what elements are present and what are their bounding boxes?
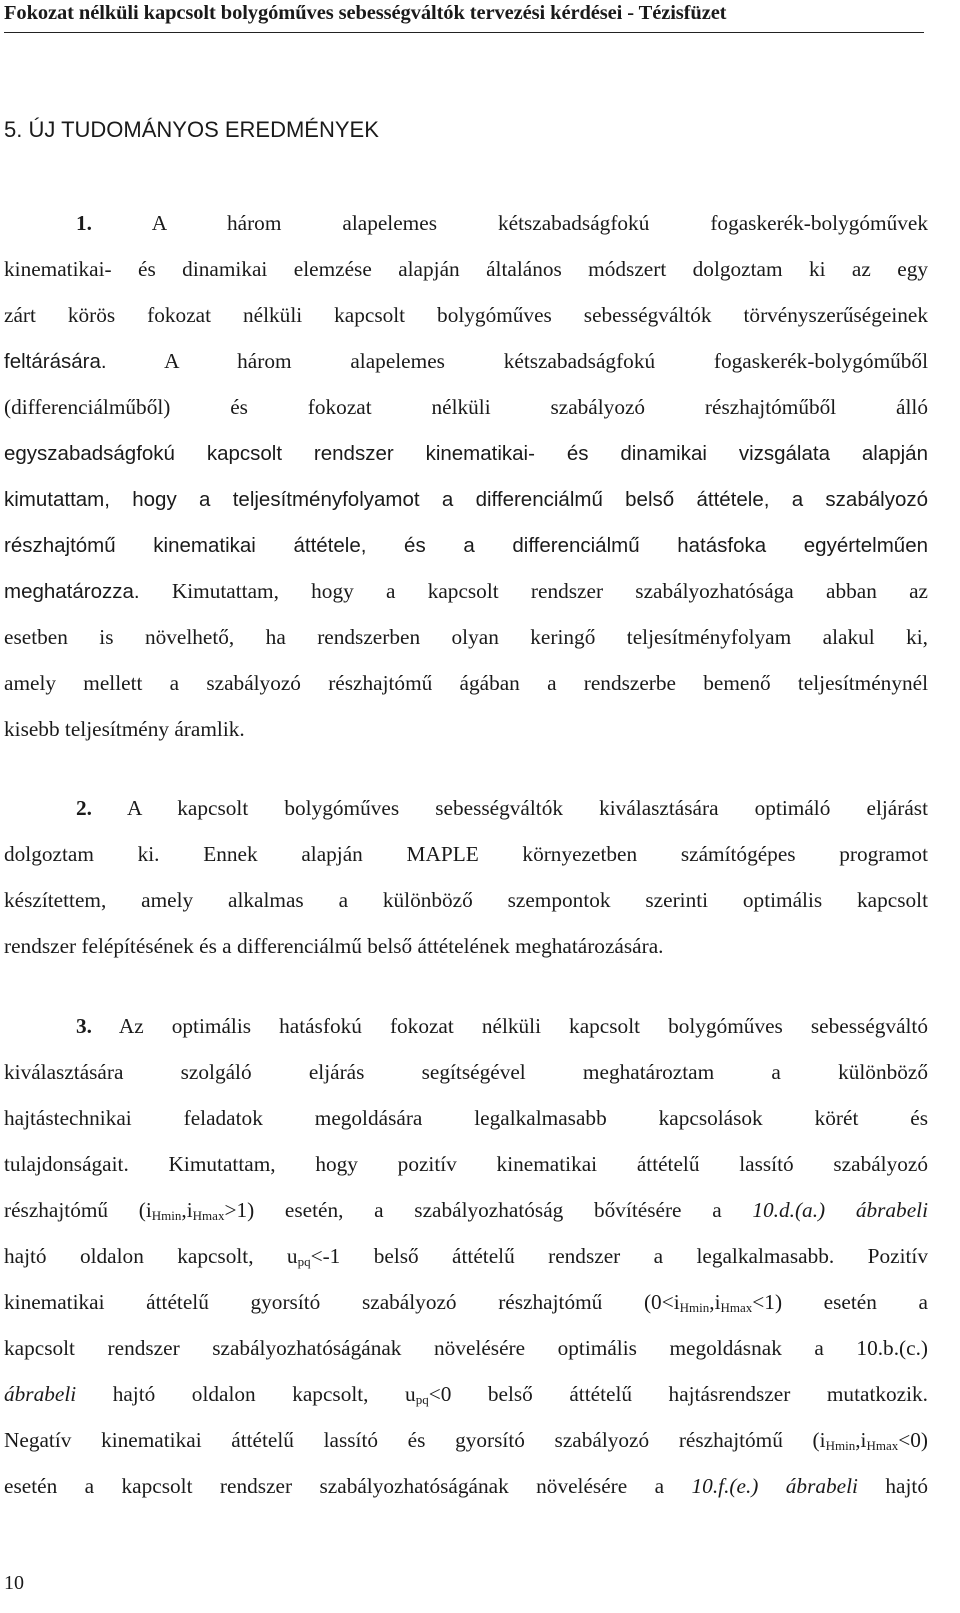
text-run: Kimutattam, hogy a kapcsolt rendszer szabályozhatósága abban az: [171, 579, 928, 603]
text-run: <1) esetén a: [752, 1290, 928, 1314]
thesis-1-line: [4, 384, 928, 430]
thesis-2-number: 2.: [76, 796, 92, 820]
text-run: hajtó oldalon kapcsolt, u: [112, 1382, 416, 1406]
text-run: Negatív kinematikai áttételű lassító és gyorsító szabályozó részhajtómű (i: [4, 1428, 826, 1452]
figure-reference: 10.d.(a.) ábrabeli: [752, 1198, 928, 1222]
thesis-1-line: [4, 476, 928, 522]
figure-reference: ábrabeli: [4, 1382, 77, 1406]
text-run: <-1 belső áttételű rendszer a legalkalmasabb.: [310, 1244, 835, 1268]
thesis-2: [4, 785, 928, 969]
subscript: pq: [297, 1254, 311, 1269]
thesis-3-line: [4, 1279, 928, 1325]
running-header: [4, 0, 924, 33]
thesis-1-number: 1.: [76, 211, 92, 235]
thesis-3-line: [4, 1463, 928, 1509]
thesis-3-line: [4, 1187, 928, 1233]
text-run: ,i: [181, 1198, 193, 1222]
thesis-1-line: [4, 522, 928, 568]
text-run: kimutattam, hogy a teljesítményfolyamot a differenciálmű belső áttétele, a szabályozó: [4, 488, 928, 511]
thesis-1-line: [4, 614, 928, 660]
thesis-1-line: [4, 246, 928, 292]
thesis-3-line: [4, 1417, 928, 1463]
text-run: kapcsolt rendszer szabályozhatóságának növelésére optimális megoldásnak a 10.b.(c.): [4, 1336, 928, 1360]
subscript: Hmax: [192, 1208, 225, 1223]
thesis-1-line: [4, 200, 928, 246]
thesis-3-number: 3.: [76, 1014, 92, 1038]
text-run: kinematikai áttételű gyorsító szabályozó részhajtómű (0<i: [4, 1290, 680, 1314]
text-run: Pozitív: [867, 1244, 928, 1268]
thesis-3-line: [4, 1003, 928, 1049]
text-run: (differenciálműből) és fokozat nélküli szabályozó részhajtóműből álló: [4, 395, 928, 419]
figure-reference: 10.f.(e.) ábrabeli: [691, 1474, 858, 1498]
text-run: készítettem, amely alkalmas a különböző szempontok szerinti optimális kapcsolt: [4, 888, 928, 912]
text-run: részhajtómű (i: [4, 1198, 152, 1222]
text-run: kiválasztására szolgáló eljárás segítségével meghatároztam a különböző: [4, 1060, 928, 1084]
thesis-1-line: [4, 430, 928, 476]
text-run: hajtó: [885, 1474, 928, 1498]
text-run: A három alapelemes kétszabadságfokú fogaskerék-bolygóműből: [164, 349, 928, 373]
thesis-1-line: [4, 292, 928, 338]
section-heading: 5. ÚJ TUDOMÁNYOS EREDMÉNYEK: [4, 117, 379, 142]
text-run: esetben is növelhető, ha rendszerben olyan keringő teljesítményfolyam alakul ki,: [4, 625, 928, 649]
text-run: hajtástechnikai feladatok megoldására legalkalmasabb kapcsolások körét és: [4, 1106, 928, 1130]
page-number: 10: [4, 1572, 24, 1594]
thesis-1-line: [4, 660, 928, 706]
thesis-3-line: [4, 1371, 928, 1417]
text-run: <0 belső áttételű hajtásrendszer mutatkozik.: [428, 1382, 929, 1406]
thesis-1: [4, 200, 928, 752]
text-run: Ennek alapján MAPLE környezetben számítógépes programot: [203, 842, 928, 866]
text-run: egyszabadságfokú kapcsolt rendszer kinematikai- és dinamikai vizsgálata alapján: [4, 442, 928, 465]
text-run: feltárására.: [4, 350, 107, 373]
subscript: Hmax: [866, 1438, 899, 1453]
text-run: ,i: [709, 1290, 721, 1314]
text-run: meghatározza.: [4, 580, 140, 603]
thesis-1-line: [4, 706, 928, 752]
subscript: Hmin: [679, 1300, 710, 1315]
thesis-3: [4, 1003, 928, 1509]
thesis-3-line: [4, 1049, 928, 1095]
text-run: Az optimális hatásfokú fokozat nélküli kapcsolt bolygóműves sebességváltó: [118, 1014, 929, 1038]
text-run: zárt körös fokozat nélküli kapcsolt bolygóműves sebességváltók törvényszerűségeinek: [4, 303, 928, 327]
text-run: dolgoztam ki.: [4, 842, 160, 866]
thesis-3-line: [4, 1233, 928, 1279]
thesis-2-line: [4, 877, 928, 923]
text-run: esetén a kapcsolt rendszer szabályozhatóságának növelésére a: [4, 1474, 665, 1498]
thesis-2-line: [4, 923, 928, 969]
subscript: Hmin: [151, 1208, 182, 1223]
text-run: rendszer felépítésének és a differenciálmű belső áttételének meghatározására.: [4, 934, 664, 958]
text-run: kinematikai- és dinamikai elemzése alapján általános módszert dolgoztam ki az egy: [4, 257, 928, 281]
thesis-3-line: [4, 1325, 928, 1371]
running-header-title: Fokozat nélküli kapcsolt bolygóműves sebességváltók tervezési kérdései - Tézisfüzet: [4, 2, 727, 24]
subscript: pq: [415, 1392, 429, 1407]
text-run: >1) esetén, a szabályozhatóság bővítésére a: [224, 1198, 722, 1222]
subscript: Hmin: [825, 1438, 856, 1453]
text-run: amely mellett a szabályozó részhajtómű ágában a rendszerbe bemenő teljesítménynél: [4, 671, 928, 695]
thesis-2-line: [4, 831, 928, 877]
text-run: ,i: [855, 1428, 867, 1452]
text-run: tulajdonságait.: [4, 1152, 129, 1176]
text-run: A három alapelemes kétszabadságfokú fogaskerék-bolygóművek: [151, 211, 928, 235]
subscript: Hmax: [720, 1300, 753, 1315]
thesis-2-line: [4, 785, 928, 831]
text-run: részhajtómű kinematikai áttétele, és a differenciálmű hatásfoka egyértelműen: [4, 534, 928, 557]
text-run: Kimutattam, hogy pozitív kinematikai áttételű lassító szabályozó: [168, 1152, 929, 1176]
text-run: kisebb teljesítmény áramlik.: [4, 717, 245, 741]
thesis-1-line: [4, 568, 928, 614]
text-run: A kapcsolt bolygóműves sebességváltók kiválasztására optimáló eljárást: [126, 796, 928, 820]
thesis-3-line: [4, 1095, 928, 1141]
text-run: hajtó oldalon kapcsolt, u: [4, 1244, 298, 1268]
text-run: <0): [898, 1428, 928, 1452]
thesis-1-line: [4, 338, 928, 384]
thesis-3-line: [4, 1141, 928, 1187]
